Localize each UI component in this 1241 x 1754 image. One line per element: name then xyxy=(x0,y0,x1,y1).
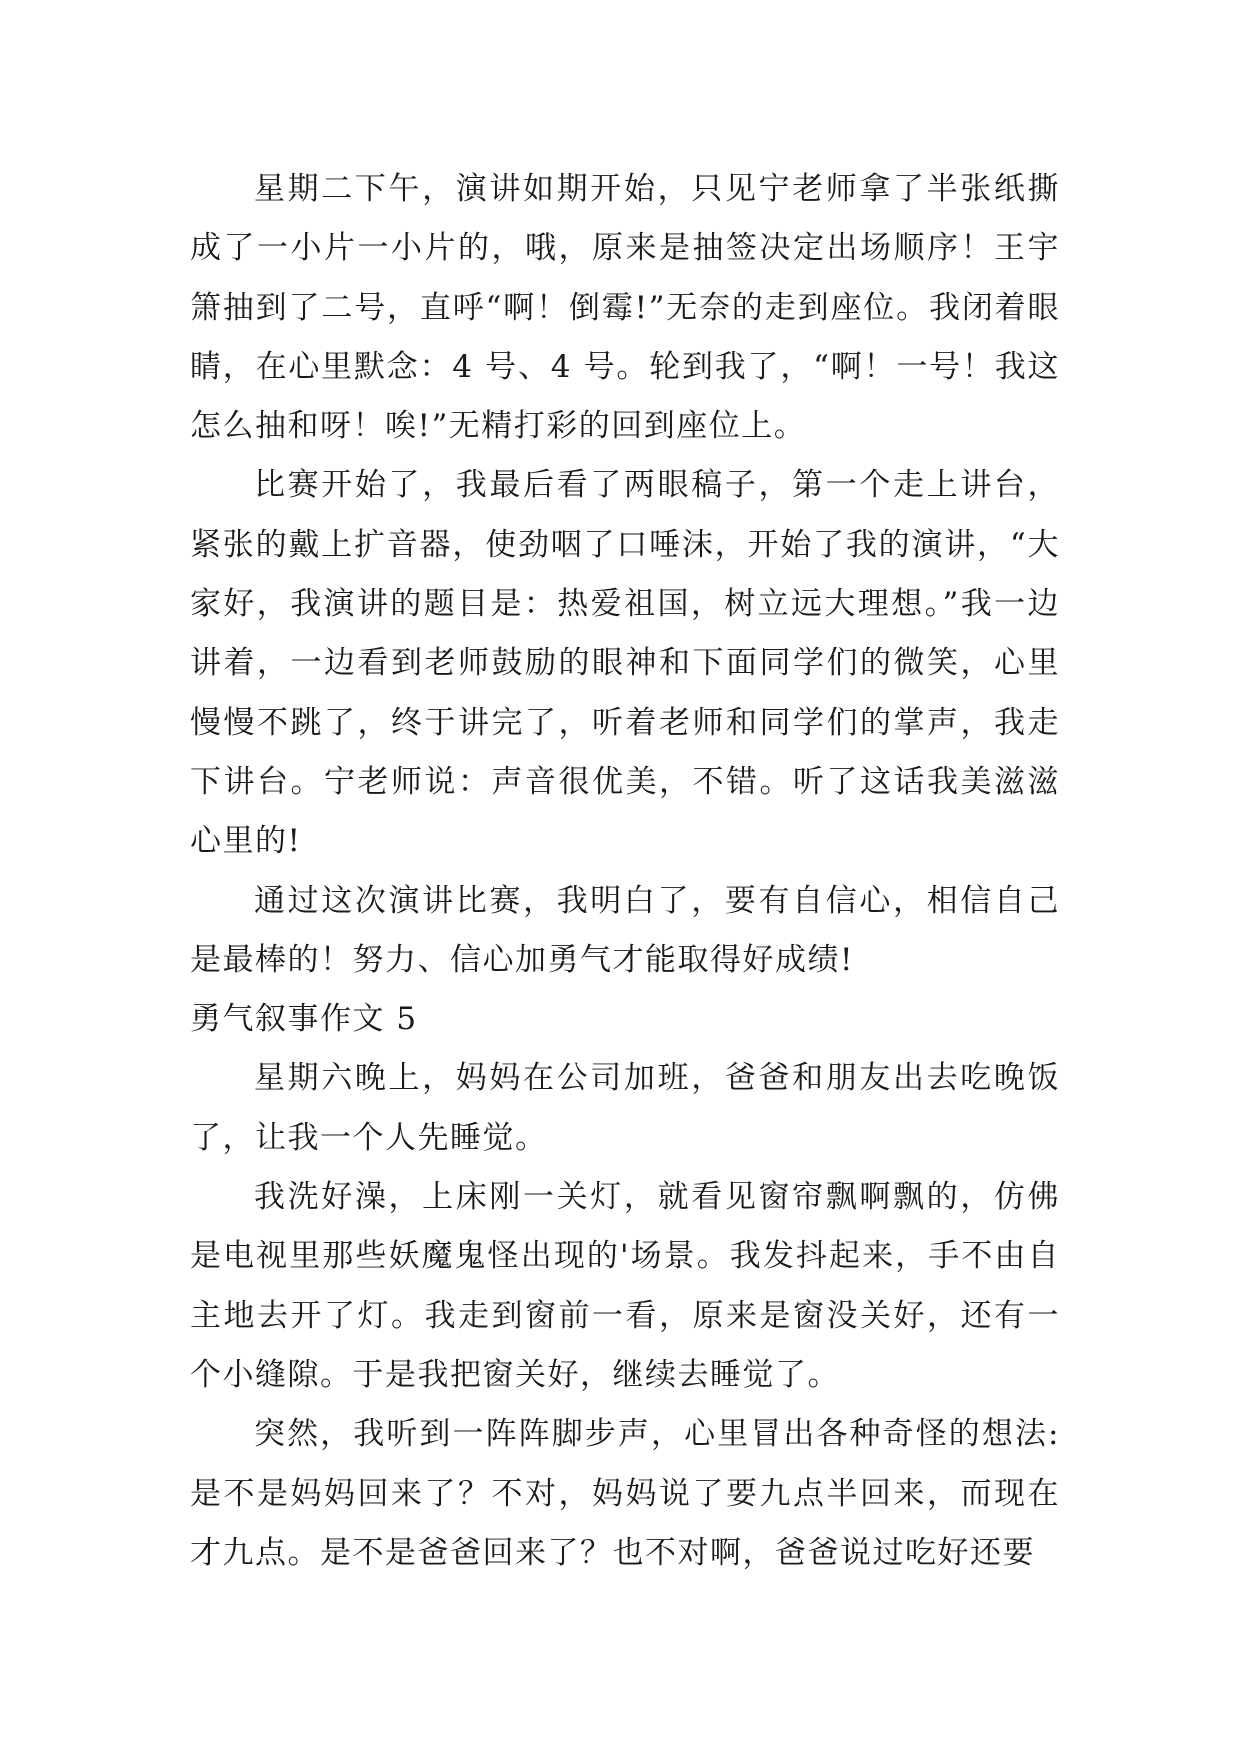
paragraph-speech-delivery: 比赛开始了，我最后看了两眼稿子，第一个走上讲台，紧张的戴上扩音器，使劲咽了口唾沫，开始了我的演讲，“大家好，我演讲的题目是：热爱祖国，树立远大理想。”我一边讲着，一边看到老师鼓励的眼神和下面同学们的微笑，心里慢慢不跳了，终于讲完了，听着老师和同学们的掌声，我走下讲台。宁老师说：声音很优美，不错。听了这话我美滋滋心里的! xyxy=(190,467,1060,860)
essay-heading: 勇气叙事作文 5 xyxy=(190,1001,418,1038)
paragraph-curtain: 我洗好澡，上床刚一关灯，就看见窗帘飘啊飘的，仿佛是电视里那些妖魔鬼怪出现的'场景。我发抖起来，手不由自主地去开了灯。我走到窗前一看，原来是窗没关好，还有一个小缝隙。于是我把窗关好，继续去睡觉了。 xyxy=(190,1179,1060,1393)
document-body xyxy=(190,160,1060,1583)
paragraph-speech-lesson: 通过这次演讲比赛，我明白了，要有自信心，相信自己是最棒的！努力、信心加勇气才能取得好成绩! xyxy=(190,882,1060,978)
paragraph-footsteps: 突然，我听到一阵阵脚步声，心里冒出各种奇怪的想法:是不是妈妈回来了？不对，妈妈说了要九点半回来，而现在才九点。是不是爸爸回来了？也不对啊，爸爸说过吃好还要 xyxy=(190,1416,1060,1571)
paragraph-speech-draw: 星期二下午，演讲如期开始，只见宁老师拿了半张纸撕成了一小片一小片的，哦，原来是抽签决定出场顺序！王宇箫抽到了二号，直呼“啊！倒霉!”无奈的走到座位。我闭着眼睛，在心里默念：4 号、4 号。轮到我了，“啊！一号！我这怎么抽和呀！唉!”无精打彩的回到座位上。 xyxy=(190,171,1060,445)
paragraph-saturday-night: 星期六晚上，妈妈在公司加班，爸爸和朋友出去吃晚饭了，让我一个人先睡觉。 xyxy=(190,1060,1060,1156)
